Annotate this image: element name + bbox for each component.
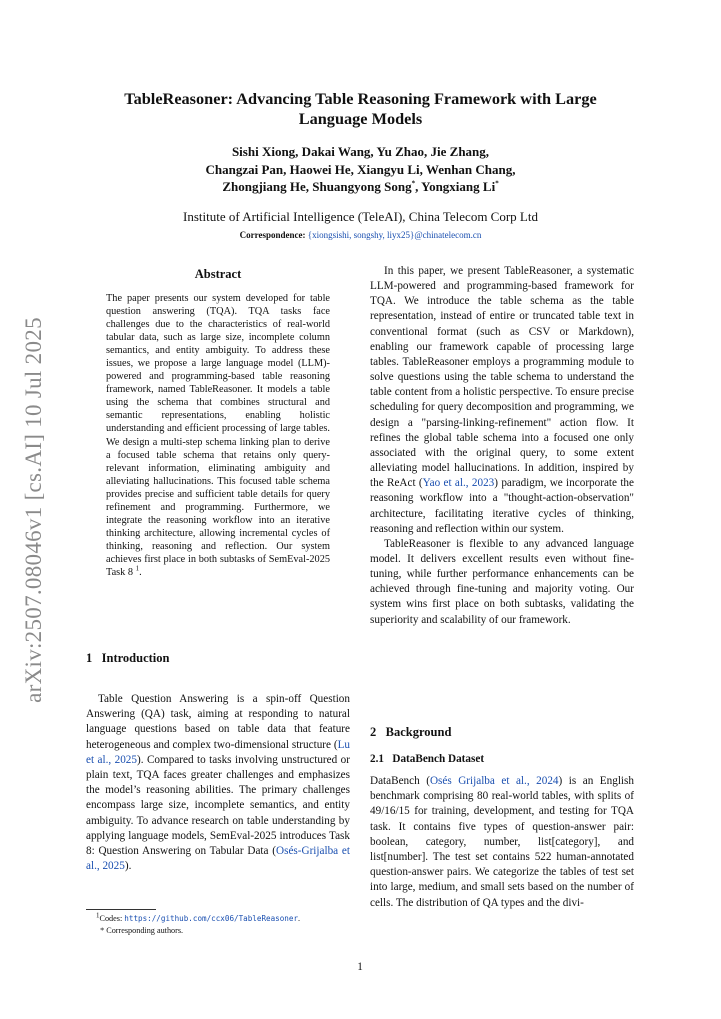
footnote-ref-1[interactable]: 1 [135,564,140,573]
databench-paragraph [370,774,634,911]
footnote-corresponding-text: Corresponding authors. [104,925,184,935]
intro-text-a: Table Question Answering is a spin-off Question Answering (QA) task, aiming at responding to natural language questions based on table data that feature heterogeneous and complex two-dimensional structure ( [86,693,350,751]
subsection-2-1-title: DataBench Dataset [392,753,485,765]
abstract-text [106,292,330,579]
section-1-heading [86,651,169,666]
footnote-codes-url[interactable]: https://github.com/ccx06/TableReasoner [124,914,299,923]
right-column-intro [370,264,634,628]
databench-text-a: DataBench ( [370,775,430,787]
right-paragraph-1 [370,264,634,537]
footnote-mark-1: 1 [96,911,100,920]
section-1-title: Introduction [101,651,170,665]
author-star-2: * [495,179,499,188]
footnotes [96,913,356,936]
footnote-codes-label: Codes: [99,914,125,923]
correspondence [90,229,631,241]
footnote-codes [96,913,356,925]
arxiv-id-text: arXiv:2507.08046v1 [cs.AI] 10 Jul 2025 [21,317,46,703]
subsection-2-1-heading [370,753,484,765]
correspondence-label: Correspondence: [239,230,306,240]
intro-paragraph [86,692,350,874]
subsection-2-1-number: 2.1 [370,753,384,765]
section-2-title: Background [385,725,452,739]
footnote-corresponding [96,925,356,937]
paper-title: TableReasoner: Advancing Table Reasoning Framework with Large Language Models [124,89,597,128]
right-p1-a: In this paper, we present TableReasoner, a systematic LLM-powered and programming-based framework for TQA. We introduce the table schema as the table representation, instead of entire or truncated table text in conventional format (such as CSV or Markdown), enabling our framework capable of processing large tables. TableReasoner employs a programming module to solve questions using the table schema to understand the table content from a holistic perspective. To ensure precise scheduling for query decomposition and programming, we design a "parsing-linking-refinement" action flow. It refines the global table schema into a focused one only associated with the original query, to some extent alleviating model hallucinations. In addition, inspired by the ReAct ( [370,265,634,490]
affiliation: Institute of Artificial Intelligence (TeleAI), China Telecom Corp Ltd [183,209,538,224]
author-line-3-a: Zhongjiang He, Shuangyong Song [222,179,412,194]
author-star: * [411,179,416,188]
cite-oses-2025[interactable]: Osés-Grijalba et al., 2025 [86,845,350,873]
footnote-codes-end: . [298,914,301,923]
author-list [90,143,631,196]
section-2-number: 2 [370,725,377,739]
abstract-body: The paper presents our system developed for table question answering (TQA). TQA tasks face challenges due to the characteristics of real-world tabular data, such as large size, incomplete column semantics, and entity ambiguity. To address these issues, we propose a large language model (LLM)-powered and programming-based table reasoning framework, named TableReasoner. It models a table using the schema that combines structural and semantic representations, enabling holistic understanding and efficient processing of large tables. We design a multi-step schema linking plan to derive a focused table schema that retains only query-relevant information, eliminating ambiguity and alleviating hallucinations. This focused table schema provides precise and sufficient table details for query refinement and programming. Furthermore, we integrate the reasoning workflow into an iterative thinking architecture, allowing incremental cycles of thinking, reasoning and reflection. Our system achieves first place in both subtasks of SemEval-2025 Task 8 [106,293,330,578]
correspondence-emails[interactable]: {xiongsishi, songshy, liyx25}@chinatelecom.cn [307,230,482,240]
abstract-heading: Abstract [194,267,242,281]
abstract-end: . [139,566,142,578]
arxiv-identifier [4,305,64,715]
intro-text-c: ). [124,860,132,873]
author-line-3 [90,178,631,196]
section-1-number: 1 [86,651,93,665]
page-number: 1 [357,961,363,973]
cite-lu-2025[interactable]: Lu et al., 2025 [86,738,350,766]
cite-yao-2023[interactable]: Yao et al., 2023 [422,477,495,490]
author-line-2: Changzai Pan, Haowei He, Xiangyu Li, Wenhan Chang, [205,161,516,177]
author-line-3-b: , Yongxiang Li [415,179,496,194]
section-2-heading [370,725,451,740]
author-line-1: Sishi Xiong, Dakai Wang, Yu Zhao, Jie Zhang, [231,144,490,159]
intro-text-b: ). Compared to tasks involving unstructured or plain text, TQA faces greater challenges and emphasizes the model’s reasoning abilities. The primary challenges encompass large size, incomplete semantics, and entity ambiguity. To advance research on table understanding by applying language models, SemEval-2025 introduces Task 8: Question Answering on Tabular Data ( [86,753,350,858]
right-p1-b: ) paradigm, we incorporate the reasoning workflow into a "thought-action-observation" architecture, facilitating iterative cycles of thinking, reasoning and reflection within our system. [370,477,634,535]
footnote-rule [86,909,156,910]
cite-oses-2024[interactable]: Osés Grijalba et al., 2024 [429,775,559,787]
databench-text-b: ) is an English benchmark comprising 80 real-world tables, with splits of 49/16/15 for training, development, and testing for TQA task. It contains five types of question-answer pair: boolean, category, number, list[category], and list[number]. The test set contains 522 human-annotated question-answer pairs. We categorize the tables of test set into large, medium, and small sets based on the number of cells. The distribution of QA types and the divi- [370,775,634,909]
footnote-star: * [100,925,105,935]
right-paragraph-2: TableReasoner is flexible to any advanced language model. It delivers excellent results even without fine-tuning, while further performance enhancements can be achieved through fine-tuning and majority voting. Our system wins first place on both subtasks, validating the superiority and scalability of our framework. [370,537,634,626]
